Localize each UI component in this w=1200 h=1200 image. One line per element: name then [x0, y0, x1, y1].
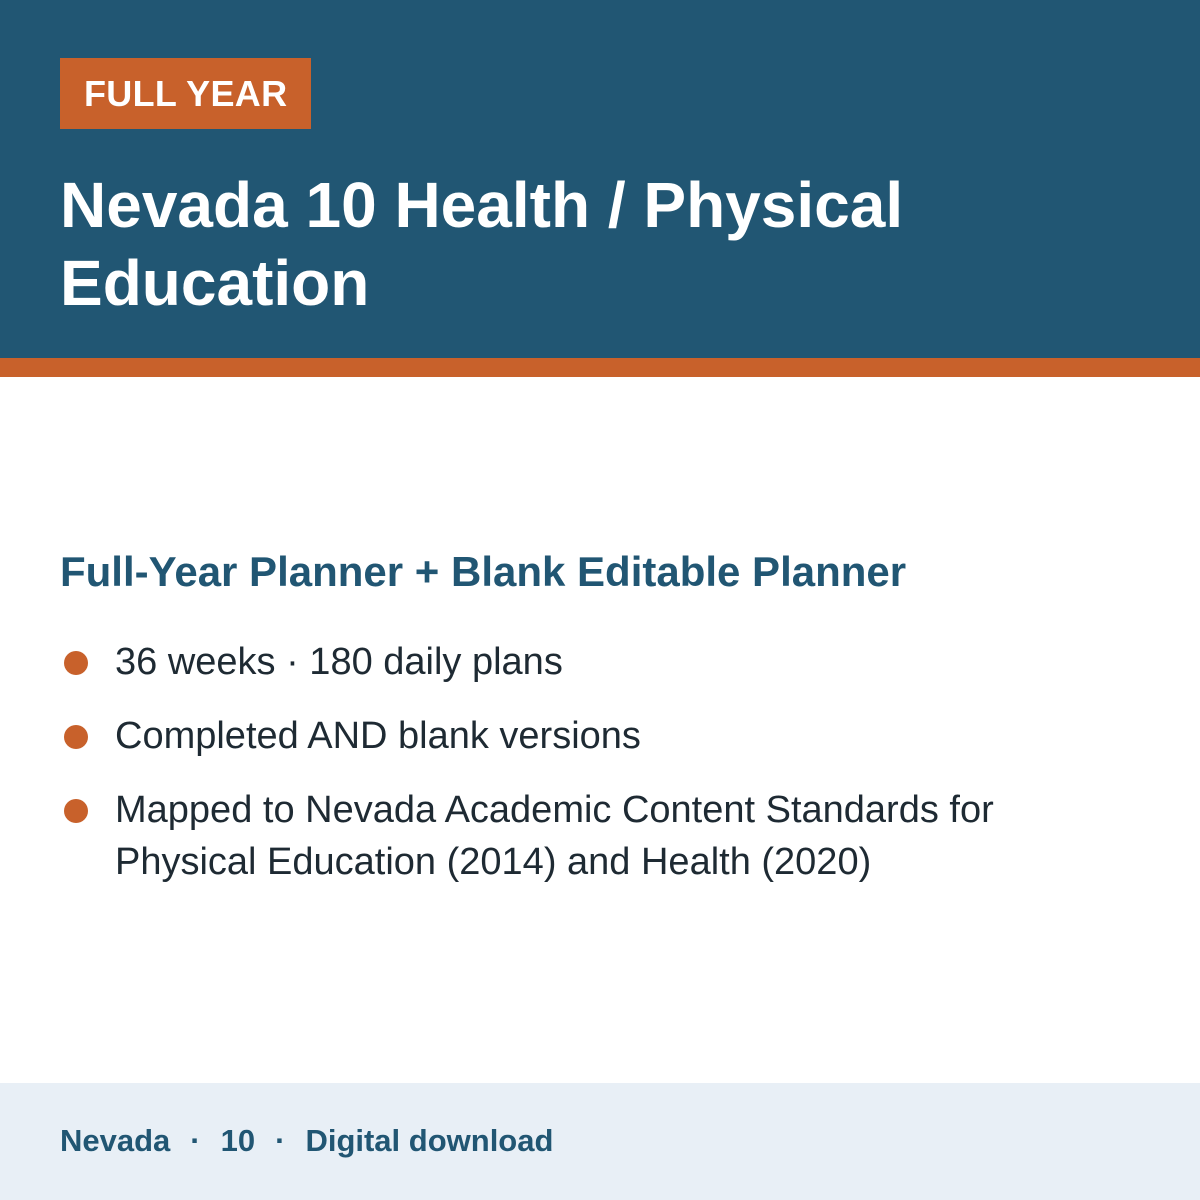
footer-format: Digital download	[305, 1123, 554, 1158]
bullet-dot-icon	[64, 651, 88, 675]
footer-separator: ·	[190, 1123, 201, 1158]
footer-separator: ·	[275, 1123, 286, 1158]
page-title: Nevada 10 Health / Physical Education	[60, 169, 904, 319]
footer-state: Nevada	[60, 1123, 171, 1158]
feature-item	[60, 710, 1140, 762]
footer-meta	[60, 1121, 553, 1161]
feature-text: 36 weeks · 180 daily plans	[115, 641, 563, 683]
feature-text: Mapped to Nevada Academic Content Standards for Physical Education (2014) and Health (2020)	[115, 789, 994, 883]
header-accent-rule	[0, 358, 1200, 377]
feature-text: Completed AND blank versions	[115, 715, 641, 757]
header-banner	[0, 0, 1200, 358]
footer-grade: 10	[220, 1123, 256, 1158]
product-subtitle: Full-Year Planner + Blank Editable Planner	[60, 548, 907, 595]
feature-item	[60, 636, 1140, 688]
feature-item	[60, 784, 1140, 888]
bullet-dot-icon	[64, 799, 88, 823]
bullet-dot-icon	[64, 725, 88, 749]
footer-bar	[0, 1083, 1200, 1200]
full-year-badge: FULL YEAR	[60, 58, 311, 129]
feature-list	[60, 636, 1140, 910]
